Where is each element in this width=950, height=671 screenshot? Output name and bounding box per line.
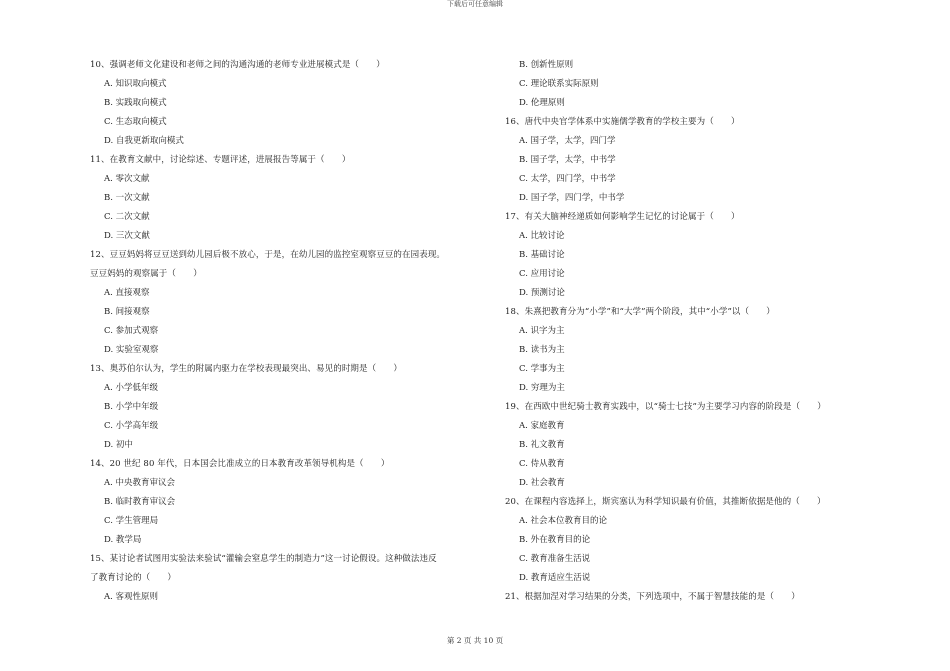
answer-option: B. 间接观察 [104, 307, 150, 317]
answer-option: C. 教育准备生活说 [519, 554, 591, 564]
answer-option: B. 基础讨论 [519, 250, 565, 260]
question-text: 豆豆妈妈的观察属于（ ） [90, 269, 202, 279]
answer-option: B. 创新性原则 [519, 60, 574, 70]
answer-option: B. 一次文献 [104, 193, 150, 203]
question-text: 21、根据加涅对学习结果的分类，下列选项中，不属于智慧技能的是（ ） [505, 592, 800, 602]
question-text: 10、强调老师文化建设和老师之间的沟通沟通的老师专业进展模式是（ ） [90, 60, 385, 70]
page-footer: 第 2 页 共 10 页 [446, 636, 504, 645]
left-column [90, 56, 490, 607]
question-text: 12、豆豆妈妈将豆豆送到幼儿园后极不放心，于是，在幼儿园的监控室观察豆豆的在园表现。 [90, 250, 446, 260]
question-text: 13、奥苏伯尔认为，学生的附属内驱力在学校表现最突出、易见的时期是（ ） [90, 364, 403, 374]
answer-option: C. 生态取向模式 [104, 117, 167, 127]
answer-option: A. 客观性原则 [104, 592, 159, 602]
question-text: 11、在教育文献中，讨论综述、专题评述，进展报告等属于（ ） [90, 155, 351, 165]
right-column [505, 56, 905, 607]
answer-option: C. 学生管理局 [104, 516, 159, 526]
answer-option: D. 教学局 [104, 535, 142, 545]
answer-option: A. 家庭教育 [519, 421, 565, 431]
answer-option: A. 国子学，太学，四门学 [519, 136, 616, 146]
answer-option: A. 中央教育审议会 [104, 478, 176, 488]
answer-option: C. 小学高年级 [104, 421, 159, 431]
answer-option: C. 太学，四门学，中书学 [519, 174, 616, 184]
answer-option: D. 社会教育 [519, 478, 565, 488]
answer-option: D. 实验室观察 [104, 345, 159, 355]
answer-option: D. 自我更新取向模式 [104, 136, 184, 146]
answer-option: A. 社会本位教育目的论 [519, 516, 608, 526]
question-text: 15、某讨论者试图用实验法来验试“灌输会窒息学生的制造力”这一讨论假设。这种做法违反 [90, 554, 437, 564]
answer-option: A. 小学低年级 [104, 383, 159, 393]
question-text: 了教育讨论的（ ） [90, 573, 177, 583]
question-text: 17、有关大脑神经递质如何影响学生记忆的讨论属于（ ） [505, 212, 740, 222]
answer-option: A. 知识取向模式 [104, 79, 167, 89]
answer-option: D. 伦理原则 [519, 98, 565, 108]
question-text: 19、在西欧中世纪骑士教育实践中，以“骑士七技”为主要学习内容的阶段是（ ） [505, 402, 826, 412]
answer-option: A. 识字为主 [519, 326, 565, 336]
answer-option: B. 读书为主 [519, 345, 565, 355]
answer-option: D. 穷理为主 [519, 383, 565, 393]
answer-option: B. 小学中年级 [104, 402, 159, 412]
answer-option: A. 直接观察 [104, 288, 150, 298]
answer-option: B. 外在教育目的论 [519, 535, 591, 545]
question-text: 18、朱熹把教育分为“小学”和“大学”两个阶段，其中“小学”以（ ） [505, 307, 775, 317]
answer-option: A. 比较讨论 [519, 231, 565, 241]
answer-option: B. 国子学，太学，中书学 [519, 155, 616, 165]
answer-option: D. 国子学，四门学，中书学 [519, 193, 625, 203]
answer-option: D. 三次文献 [104, 231, 150, 241]
answer-option: C. 二次文献 [104, 212, 150, 222]
answer-option: C. 应用讨论 [519, 269, 565, 279]
question-text: 20、在课程内容选择上，斯宾塞认为科学知识最有价值，其推断依据是他的（ ） [505, 497, 826, 507]
answer-option: C. 侍从教育 [519, 459, 565, 469]
answer-option: C. 理论联系实际原则 [519, 79, 599, 89]
answer-option: C. 学事为主 [519, 364, 565, 374]
answer-option: D. 初中 [104, 440, 133, 450]
answer-option: B. 礼文教育 [519, 440, 565, 450]
answer-option: B. 实践取向模式 [104, 98, 167, 108]
answer-option: A. 零次文献 [104, 174, 150, 184]
answer-option: B. 临时教育审议会 [104, 497, 176, 507]
answer-option: D. 教育适应生活说 [519, 573, 591, 583]
answer-option: C. 参加式观察 [104, 326, 159, 336]
question-text: 16、唐代中央官学体系中实施儒学教育的学校主要为（ ） [505, 117, 740, 127]
answer-option: D. 预测讨论 [519, 288, 565, 298]
question-text: 14、20 世纪 80 年代，日本国会比准成立的日本教育改革领导机构是（ ） [90, 459, 390, 469]
page-header: 下载后可任意编辑 [447, 0, 503, 8]
